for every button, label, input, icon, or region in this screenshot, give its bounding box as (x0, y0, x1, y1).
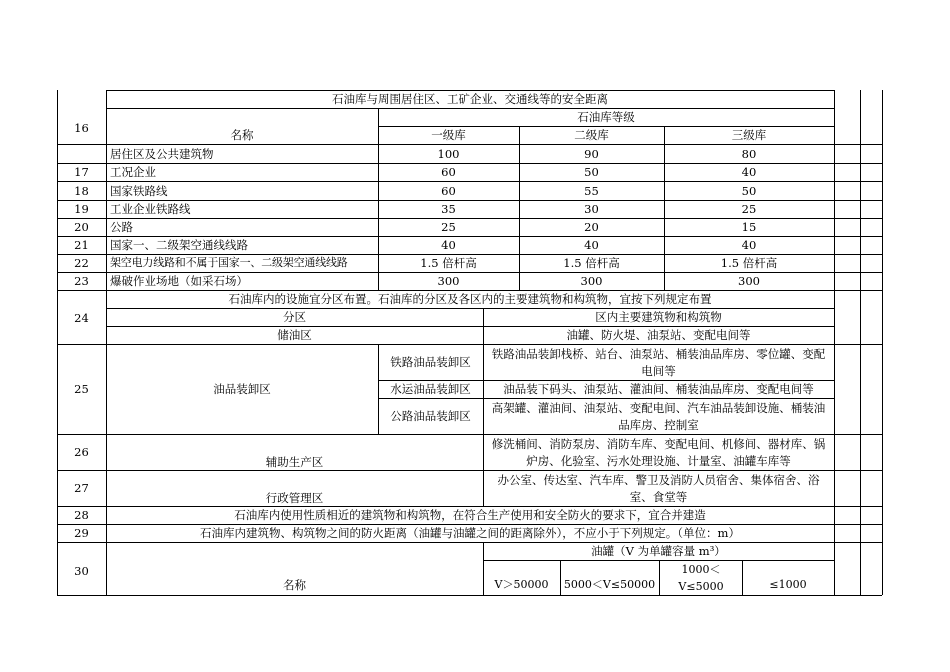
row-number: 27 (74, 481, 89, 495)
facility-name: 国家铁路线 (110, 184, 168, 198)
distance-value: 100 (437, 147, 460, 161)
distance-value: 1.5 倍杆高 (563, 256, 620, 270)
tank-header: 油罐（V 为单罐容量 m³） (591, 544, 726, 558)
tank-capacity-col: ≤1000 (769, 578, 807, 591)
row-number: 18 (74, 184, 89, 198)
aux-zone: 辅助生产区 (265, 455, 324, 469)
rail-loading-buildings: 铁路油品装卸栈桥、站台、油泵站、桶装油品库房、零位罐、变配电间等 (491, 347, 826, 378)
water-loading-label: 水运油品装卸区 (390, 382, 471, 396)
row-number: 20 (74, 220, 89, 234)
rule (57, 542, 882, 543)
facility-name: 公路 (110, 220, 133, 234)
rule (57, 470, 882, 471)
rule (882, 90, 883, 595)
tank-capacity-col: 1000＜V≤5000 (678, 563, 724, 593)
loading-zone: 油品装卸区 (213, 382, 271, 396)
rule (57, 254, 882, 255)
row-number: 17 (74, 165, 89, 179)
rule (57, 434, 882, 435)
tank-capacity-col: V＞50000 (494, 578, 549, 591)
facility-name: 架空电力线路和不属于国家一、二级架空通线线路 (110, 256, 348, 269)
distance-value: 40 (741, 238, 757, 252)
rule-text: 石油库内建筑物、构筑物之间的防火距离（油罐与油罐之间的距离除外），不应小于下列规定。（单位：m） (200, 526, 740, 540)
rule (378, 398, 834, 399)
distance-value: 40 (441, 238, 456, 252)
distance-value: 20 (584, 220, 599, 234)
rule (57, 344, 882, 345)
storage-zone: 储油区 (277, 328, 312, 342)
row-number: 21 (74, 238, 89, 252)
section1-title: 石油库与周围居住区、工矿企业、交通线等的安全距离 (332, 92, 608, 106)
row-number: 24 (74, 311, 89, 325)
rule (57, 236, 882, 237)
row-number: 26 (74, 445, 89, 459)
water-loading-buildings: 油品装下码头、油泵站、灌油间、桶装油品库房、变配电间等 (503, 382, 814, 396)
row-number: 30 (74, 564, 89, 578)
facility-name: 居住区及公共建筑物 (110, 147, 214, 161)
rule (57, 290, 882, 291)
distance-value: 30 (584, 202, 599, 216)
distance-value: 25 (741, 202, 757, 216)
rule (106, 90, 834, 91)
grade-1-header: 一级库 (431, 128, 466, 142)
distance-value: 50 (584, 165, 599, 179)
distance-value: 80 (741, 147, 757, 161)
facility-name: 工况企业 (110, 165, 156, 179)
facility-name: 爆破作业场地（如采石场） (110, 274, 248, 288)
grade-header: 石油库等级 (577, 110, 635, 124)
row-number: 22 (74, 256, 89, 270)
facility-name: 工业企业铁路线 (110, 202, 191, 216)
row-number: 25 (74, 382, 89, 396)
distance-value: 1.5 倍杆高 (420, 256, 477, 270)
distance-value: 300 (437, 274, 460, 288)
distance-value: 40 (741, 165, 757, 179)
rule (57, 595, 882, 596)
rule (57, 181, 882, 182)
distance-value: 50 (741, 184, 757, 198)
distance-value: 55 (584, 184, 599, 198)
aux-buildings: 修洗桶间、消防泵房、消防车库、变配电间、机修间、器材库、锅炉房、化验室、污水处理设施、计量室、油罐车库等 (491, 437, 826, 468)
rule (57, 163, 882, 164)
distance-value: 15 (741, 220, 757, 234)
row-number: 16 (74, 121, 89, 135)
distance-value: 60 (441, 165, 456, 179)
admin-zone: 行政管理区 (265, 491, 324, 505)
admin-buildings: 办公室、传达室、汽车库、警卫及消防人员宿舍、集体宿舍、浴室、食堂等 (497, 473, 820, 504)
rule (106, 326, 834, 327)
tank-capacity-col: 5000＜V≤50000 (563, 578, 656, 591)
rule-text: 石油库内使用性质相近的建筑物和构筑物，在符合生产使用和安全防火的要求下，宜合并建造 (234, 508, 706, 522)
facility-name: 国家一、二级架空通线线路 (110, 238, 248, 252)
rule (57, 506, 882, 507)
rule (659, 560, 660, 595)
grade-3-header: 三级库 (731, 128, 767, 142)
road-loading-label: 公路油品装卸区 (390, 409, 471, 423)
rule (860, 90, 861, 595)
rule (834, 90, 835, 595)
distance-value: 90 (584, 147, 599, 161)
zone-header: 分区 (283, 310, 306, 324)
rule (57, 218, 882, 219)
row-number: 29 (74, 526, 89, 540)
storage-buildings: 油罐、防火堤、油泵站、变配电间等 (566, 328, 751, 342)
rule (106, 308, 834, 309)
distance-value: 300 (738, 274, 760, 288)
distance-value: 1.5 倍杆高 (720, 256, 778, 270)
row-number: 19 (74, 202, 89, 216)
grade-2-header: 二级库 (574, 128, 609, 142)
road-loading-buildings: 高架罐、灌油间、油泵站、变配电间、汽车油品装卸设施、桶装油品库房、控制室 (491, 401, 826, 432)
row-number: 28 (74, 508, 89, 522)
rule (57, 200, 882, 201)
rail-loading-label: 铁路油品装卸区 (390, 355, 471, 369)
buildings-header: 区内主要建筑物和构筑物 (595, 310, 722, 324)
distance-value: 35 (441, 202, 456, 216)
rule (57, 272, 882, 273)
name-header: 名称 (283, 578, 306, 592)
rule (57, 524, 882, 525)
name-header: 名称 (230, 128, 254, 142)
distance-value: 25 (441, 220, 456, 234)
distance-value: 40 (584, 238, 599, 252)
distance-value: 300 (580, 274, 603, 288)
row-number: 23 (74, 274, 89, 288)
rule (57, 144, 882, 145)
section2-title: 石油库内的设施宜分区布置。石油库的分区及各区内的主要建筑物和构筑物，宜按下列规定布置 (228, 292, 712, 306)
distance-value: 60 (441, 184, 456, 198)
rule (106, 108, 834, 109)
rule (378, 380, 834, 381)
rule (378, 126, 834, 127)
